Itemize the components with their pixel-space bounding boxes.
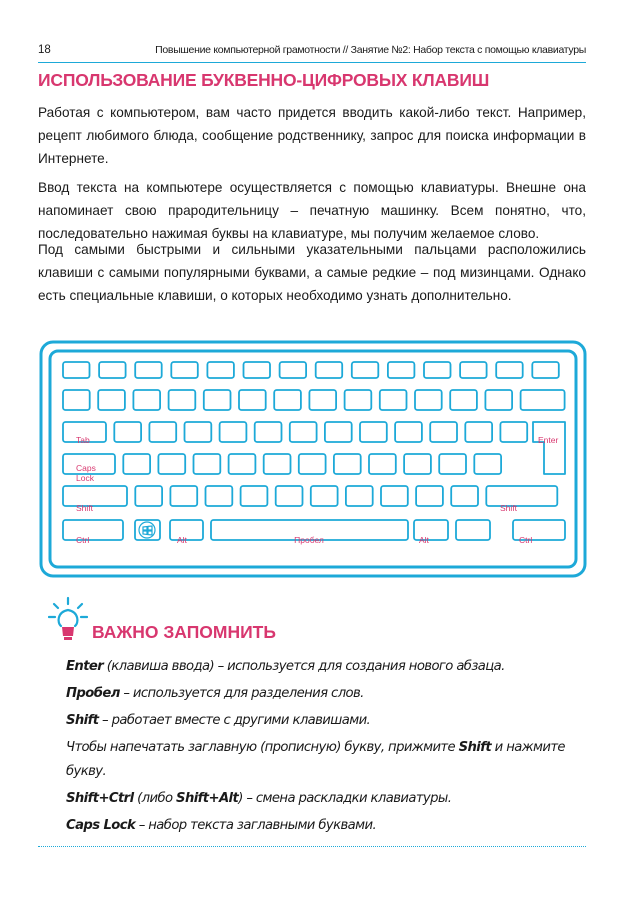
note-item: Shift+Ctrl (либо Shift+Alt) – смена раскладки клавиатуры. bbox=[66, 791, 452, 806]
keyboard-key bbox=[360, 422, 387, 442]
keyboard-key bbox=[280, 362, 307, 378]
keyboard-key bbox=[220, 422, 247, 442]
keyboard-key bbox=[311, 486, 338, 506]
keyboard-key bbox=[135, 486, 162, 506]
keyboard-key bbox=[424, 362, 451, 378]
keyboard-key bbox=[98, 390, 125, 410]
keyboard-key bbox=[206, 486, 233, 506]
keyboard-key bbox=[485, 390, 512, 410]
enter-key bbox=[533, 422, 565, 474]
key-label-ctrl-left: Ctrl bbox=[76, 535, 90, 545]
keyboard-key bbox=[500, 422, 527, 442]
keyboard-key bbox=[474, 454, 501, 474]
keyboard-key bbox=[299, 454, 326, 474]
key-label-alt-left: Alt bbox=[177, 535, 187, 545]
keyboard-key bbox=[170, 486, 197, 506]
keyboard-key bbox=[135, 362, 162, 378]
keyboard-key bbox=[404, 454, 431, 474]
keyboard-key bbox=[171, 362, 198, 378]
note-item: Пробел – используется для разделения слов. bbox=[66, 686, 364, 701]
keyboard-key bbox=[325, 422, 352, 442]
note-item: Enter (клавиша ввода) – используется для создания нового абзаца. bbox=[66, 659, 505, 674]
key-label-enter: Enter bbox=[538, 435, 559, 445]
key-label-space: Пробел bbox=[294, 535, 324, 545]
note-item: Shift – работает вместе с другими клавишами. bbox=[66, 713, 371, 728]
keyboard-key bbox=[194, 454, 221, 474]
keyboard-key bbox=[430, 422, 457, 442]
keyboard-key bbox=[465, 422, 492, 442]
keyboard-key bbox=[456, 520, 490, 540]
key-label-alt-right: Alt bbox=[419, 535, 429, 545]
keyboard-key bbox=[486, 486, 557, 506]
section-title: ИСПОЛЬЗОВАНИЕ БУКВЕННО-ЦИФРОВЫХ КЛАВИШ bbox=[38, 70, 490, 90]
keyboard-key bbox=[451, 486, 478, 506]
keyboard-key bbox=[244, 362, 271, 378]
key-label-tab: Tab bbox=[76, 435, 90, 445]
keyboard-key bbox=[185, 422, 212, 442]
key-label-ctrl-right: Ctrl bbox=[519, 535, 533, 545]
keyboard-key bbox=[521, 390, 565, 410]
keyboard-key bbox=[450, 390, 477, 410]
keyboard-key bbox=[241, 486, 268, 506]
keyboard-key bbox=[352, 362, 379, 378]
note-item: Caps Lock – набор текста заглавными буквами. bbox=[66, 818, 377, 833]
running-header: Повышение компьютерной грамотности // Занятие №2: Набор текста с помощью клавиатуры bbox=[155, 44, 586, 56]
keyboard-key bbox=[204, 390, 231, 410]
keyboard-key bbox=[255, 422, 282, 442]
keyboard-key bbox=[381, 486, 408, 506]
keyboard-key bbox=[316, 362, 343, 378]
keyboard-key bbox=[416, 486, 443, 506]
keyboard-key bbox=[63, 390, 90, 410]
keyboard-key bbox=[229, 454, 256, 474]
keyboard-key bbox=[532, 362, 559, 378]
header-rule bbox=[38, 62, 586, 63]
key-label-shift-left: Shift bbox=[76, 503, 94, 513]
keyboard-key bbox=[380, 390, 407, 410]
keyboard-key bbox=[63, 520, 123, 540]
key-label-caps: Caps bbox=[76, 463, 96, 473]
paragraph-3: Под самыми быстрыми и сильными указательными пальцами расположились клавиши с самыми популярными буквами, а самые редкие – под мизинцами. Однако есть специальные клавиши, о которых необходимо узнать дополнительно. bbox=[38, 242, 586, 303]
page-number: 18 bbox=[38, 44, 51, 56]
key-label-lock: Lock bbox=[76, 473, 94, 483]
keyboard-key bbox=[276, 486, 303, 506]
keyboard-key bbox=[207, 362, 234, 378]
keyboard-key bbox=[496, 362, 523, 378]
keyboard-key bbox=[274, 390, 301, 410]
keyboard-key bbox=[63, 486, 127, 506]
paragraph-1: Работая с компьютером, вам часто придется вводить какой-либо текст. Например, рецепт любимого блюда, сообщение родственнику, запрос для поиска информации в Интернете. bbox=[38, 105, 586, 166]
keyboard-key bbox=[114, 422, 141, 442]
keyboard-key bbox=[264, 454, 291, 474]
keyboard-key bbox=[290, 422, 317, 442]
keyboard-key bbox=[345, 390, 372, 410]
lightbulb-icon bbox=[48, 596, 88, 642]
keyboard-key bbox=[395, 422, 422, 442]
paragraph-2: Ввод текста на компьютере осуществляется с помощью клавиатуры. Внешне она напоминает свою прародительницу – печатную машинку. Всем понятно, что, последовательно нажимая буквы на клавиатуре, мы получим желаемое слово. bbox=[38, 180, 586, 241]
keyboard-key bbox=[460, 362, 487, 378]
keyboard-key bbox=[415, 390, 442, 410]
keyboard-key bbox=[63, 362, 90, 378]
important-notes bbox=[66, 655, 596, 841]
keyboard-key bbox=[309, 390, 336, 410]
note-item: Чтобы напечатать заглавную (прописную) букву, прижмите Shift и нажмите букву. bbox=[66, 740, 565, 779]
keyboard-key bbox=[346, 486, 373, 506]
keyboard-key bbox=[369, 454, 396, 474]
keyboard-illustration bbox=[39, 340, 587, 578]
keyboard-key bbox=[334, 454, 361, 474]
keyboard-key bbox=[99, 362, 126, 378]
keyboard-key bbox=[158, 454, 185, 474]
important-title: ВАЖНО ЗАПОМНИТЬ bbox=[92, 622, 276, 642]
keyboard-svg bbox=[39, 340, 587, 578]
keyboard-key bbox=[123, 454, 150, 474]
windows-logo-icon bbox=[139, 522, 155, 538]
keyboard-key bbox=[239, 390, 266, 410]
keyboard-key bbox=[149, 422, 176, 442]
keyboard-key bbox=[439, 454, 466, 474]
keyboard-key bbox=[388, 362, 415, 378]
key-label-shift-right: Shift bbox=[500, 503, 518, 513]
keyboard-key bbox=[169, 390, 196, 410]
footer-dotted-rule bbox=[38, 846, 586, 847]
keyboard-key bbox=[133, 390, 160, 410]
